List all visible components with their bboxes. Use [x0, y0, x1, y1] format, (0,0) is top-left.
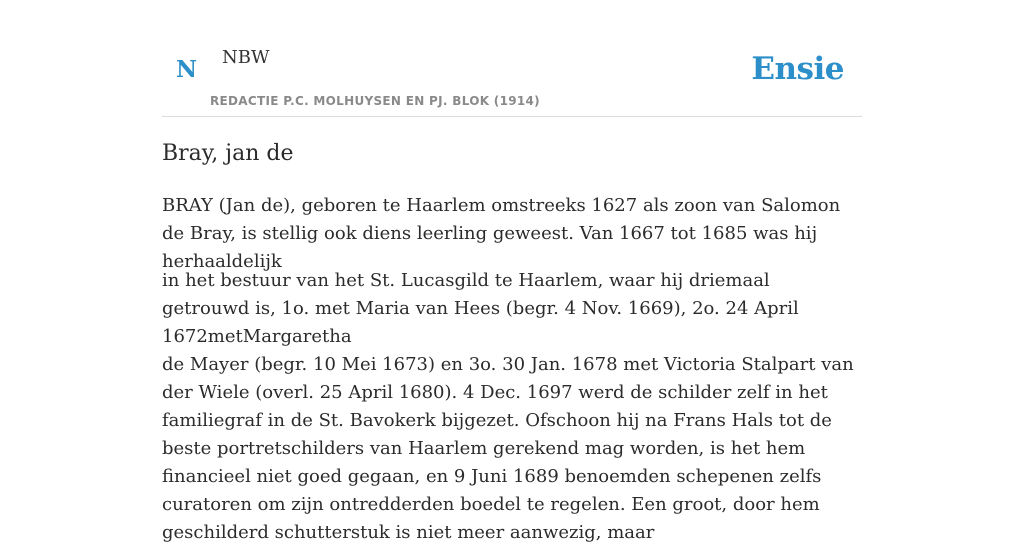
- site-header: [162, 0, 862, 117]
- brand-logo[interactable]: Ensie: [751, 51, 844, 87]
- source-logo-letter[interactable]: N: [176, 56, 198, 83]
- article-paragraph-2: in het bestuur van het St. Lucasgild te Haarlem, waar hij driemaal getrouwd is, 1o. met Maria van Hees (begr. 4 Nov. 1669), 2o. 24 April 1672metMargaretha: [162, 270, 799, 347]
- article-title: Bray, jan de: [162, 141, 294, 166]
- article-paragraph-3: de Mayer (begr. 10 Mei 1673) en 3o. 30 Jan. 1678 met Victoria Stalpart van der Wiele (overl. 25 April 1680). 4 Dec. 1697 werd de schilder zelf in het familiegraf in de St. Bavokerk bijgezet. Ofschoon hij na Frans Hals tot de beste portretschilders van Haarlem gerekend mag worden, is het hem financieel niet goed gegaan, en 9 Juni 1689 benoemden schepenen zelfs curatoren om zijn ontredderden boedel te regelen. Een groot, door hem geschilderd schutterstuk is niet meer aanwezig, maar: [162, 354, 854, 543]
- source-name[interactable]: NBW: [222, 47, 270, 68]
- source-subtitle: REDACTIE P.C. MOLHUYSEN EN PJ. BLOK (1914): [210, 94, 540, 108]
- article-paragraph-1: BRAY (Jan de), geboren te Haarlem omstreeks 1627 als zoon van Salomon de Bray, is stellig ook diens leerling geweest. Van 1667 tot 1685 was hij herhaaldelijk: [162, 195, 841, 272]
